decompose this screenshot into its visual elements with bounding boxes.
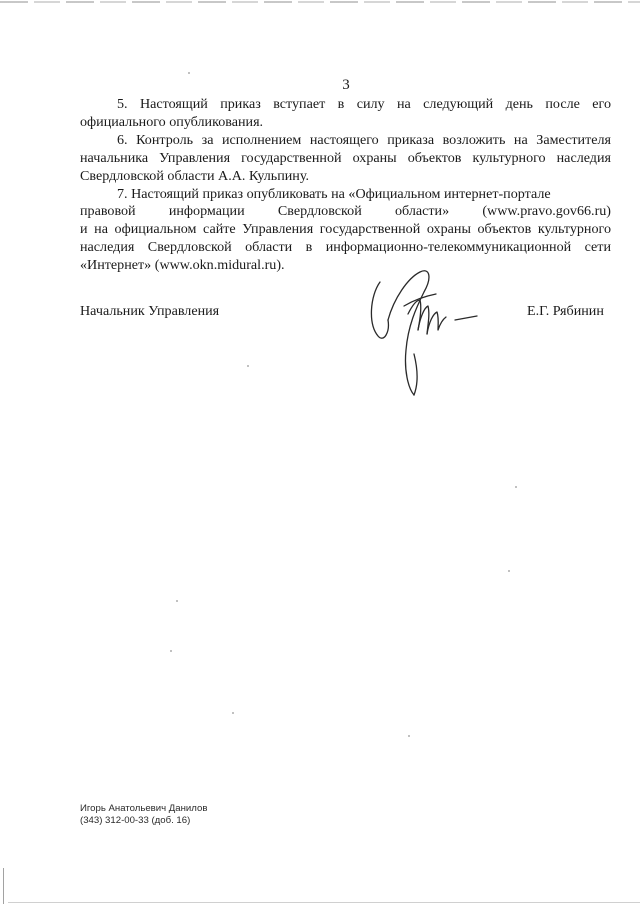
signatory-name: Е.Г. Рябинин: [527, 303, 604, 319]
paragraph-5: 5. Настоящий приказ вступает в силу на следующий день после его официального опубликования.: [80, 96, 611, 130]
executor-name: Игорь Анатольевич Данилов: [80, 803, 208, 814]
scan-edge-bottom: [8, 902, 640, 903]
scan-edge-left: [3, 868, 4, 904]
page-number: 3: [342, 77, 350, 93]
scan-speck: [170, 650, 172, 652]
scan-edge-top: [0, 1, 640, 3]
paragraph-7-end: и на официальном сайте Управления государственной охраны объектов культурного наследия Свердловской области в информационно-телекоммуникационной сети «Интернет» (www.okn.midural.ru).: [80, 221, 611, 274]
scan-speck: [176, 600, 178, 602]
scan-speck: [408, 735, 410, 737]
scan-speck: [247, 365, 249, 367]
paragraph-7: [80, 186, 611, 276]
executor-phone: (343) 312-00-33 (доб. 16): [80, 815, 191, 826]
paragraph-7-word: правовой: [80, 203, 136, 220]
executor-footer: [80, 803, 207, 827]
document-body: [80, 96, 611, 275]
paragraph-6: 6. Контроль за исполнением настоящего приказа возложить на Заместителя начальника Управления государственной охраны объектов культурного наследия Свердловской области А.А. Кульпину.: [80, 131, 611, 184]
handwritten-signature: [364, 262, 488, 402]
paragraph-7-word: Свердловской: [277, 203, 362, 220]
scan-speck: [508, 570, 510, 572]
paragraph-7-start: 7. Настоящий приказ опубликовать на «Официальном интернет-портале: [117, 185, 551, 202]
scan-speck: [232, 712, 234, 714]
paragraph-7-word: информации: [168, 203, 245, 220]
paragraph-7-url: (www.pravo.gov66.ru): [482, 203, 611, 220]
scan-speck: [515, 486, 517, 488]
signatory-position: Начальник Управления: [80, 303, 220, 319]
paragraph-7-word: области»: [394, 203, 450, 220]
paragraph-7-url-line: [80, 203, 611, 221]
scan-speck: [188, 72, 190, 74]
